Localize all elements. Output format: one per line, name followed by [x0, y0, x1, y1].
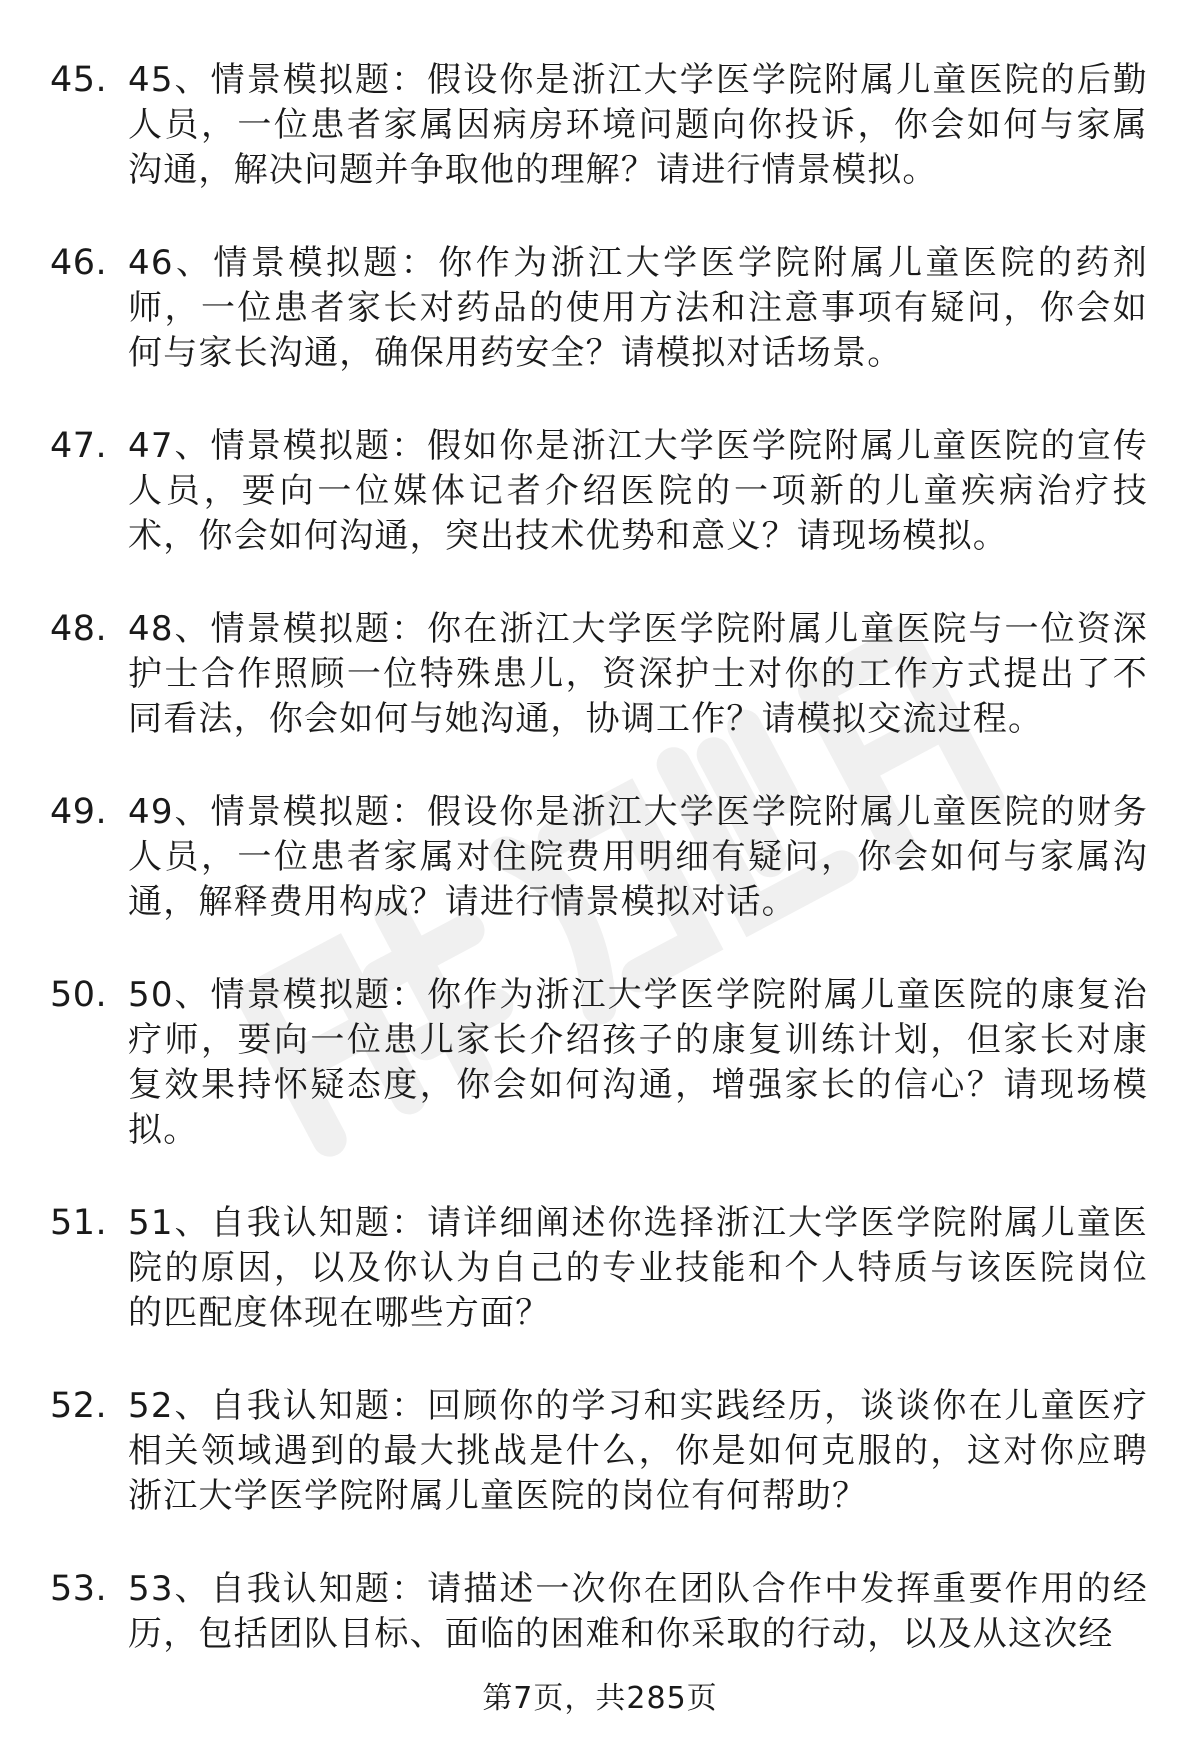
question-item-49	[0, 790, 1200, 925]
question-item-45	[0, 58, 1200, 193]
question-item-50	[0, 973, 1200, 1153]
question-number: 50.	[50, 975, 108, 1015]
question-item-47	[0, 424, 1200, 559]
question-number: 47.	[50, 426, 108, 466]
question-list	[0, 58, 1200, 1705]
question-text: 52、自我认知题：回顾你的学习和实践经历，谈谈你在儿童医疗相关领域遇到的最大挑战是什么，你是如何克服的，这对你应聘浙江大学医学院附属儿童医院的岗位有何帮助？	[128, 1386, 1148, 1516]
question-number: 53.	[50, 1569, 108, 1609]
question-text: 48、情景模拟题：你在浙江大学医学院附属儿童医院与一位资深护士合作照顾一位特殊患儿，资深护士对你的工作方式提出了不同看法，你会如何与她沟通，协调工作？请模拟交流过程。	[128, 609, 1148, 739]
question-item-51	[0, 1201, 1200, 1336]
question-number: 46.	[50, 243, 108, 283]
question-text: 53、自我认知题：请描述一次你在团队合作中发挥重要作用的经历，包括团队目标、面临的困难和你采取的行动，以及从这次经	[128, 1569, 1148, 1654]
question-text: 46、情景模拟题：你作为浙江大学医学院附属儿童医院的药剂师，一位患者家长对药品的使用方法和注意事项有疑问，你会如何与家长沟通，确保用药安全？请模拟对话场景。	[128, 243, 1148, 373]
question-text: 50、情景模拟题：你作为浙江大学医学院附属儿童医院的康复治疗师，要向一位患儿家长介绍孩子的康复训练计划，但家长对康复效果持怀疑态度，你会如何沟通，增强家长的信心？请现场模拟。	[128, 975, 1148, 1150]
question-item-53	[0, 1567, 1200, 1657]
question-item-48	[0, 607, 1200, 742]
question-item-46	[0, 241, 1200, 376]
question-item-52	[0, 1384, 1200, 1519]
question-number: 52.	[50, 1386, 108, 1426]
question-number: 51.	[50, 1203, 108, 1243]
question-text: 47、情景模拟题：假如你是浙江大学医学院附属儿童医院的宣传人员，要向一位媒体记者介绍医院的一项新的儿童疾病治疗技术，你会如何沟通，突出技术优势和意义？请现场模拟。	[128, 426, 1148, 556]
question-text: 51、自我认知题：请详细阐述你选择浙江大学医学院附属儿童医院的原因，以及你认为自己的专业技能和个人特质与该医院岗位的匹配度体现在哪些方面？	[128, 1203, 1148, 1333]
question-text: 45、情景模拟题：假设你是浙江大学医学院附属儿童医院的后勤人员，一位患者家属因病房环境问题向你投诉，你会如何与家属沟通，解决问题并争取他的理解？请进行情景模拟。	[128, 60, 1148, 190]
question-number: 49.	[50, 792, 108, 832]
question-number: 45.	[50, 60, 108, 100]
page-footer: 第7页，共285页	[482, 1681, 718, 1716]
question-number: 48.	[50, 609, 108, 649]
question-text: 49、情景模拟题：假设你是浙江大学医学院附属儿童医院的财务人员，一位患者家属对住院费用明细有疑问，你会如何与家属沟通，解释费用构成？请进行情景模拟对话。	[128, 792, 1148, 922]
